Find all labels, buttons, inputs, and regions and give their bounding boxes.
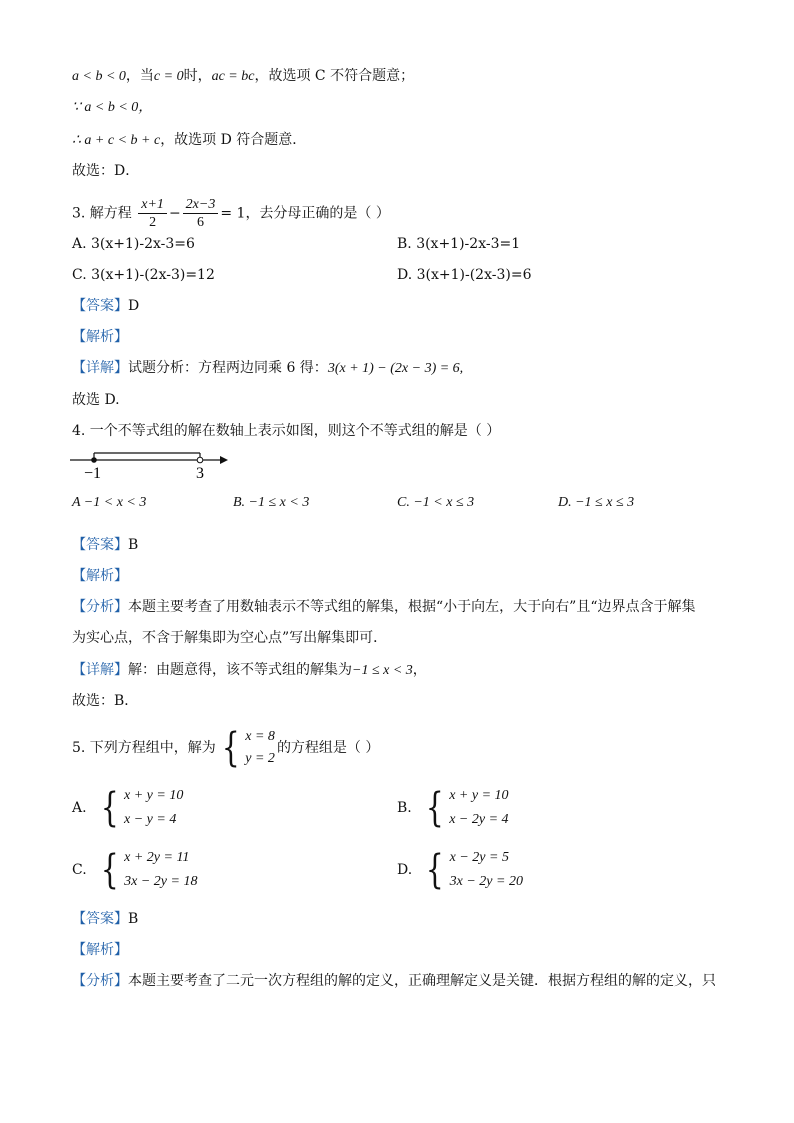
- equation: x + y = 10: [449, 788, 509, 803]
- answer-value: B: [128, 537, 139, 553]
- option-a: A. 3(x+1)-2x-3=6: [72, 236, 195, 252]
- hollow-endpoint: [197, 457, 203, 463]
- detail-text: 试题分析：方程两边同乘 6 得：: [128, 360, 328, 376]
- option-a: A −1 < x < 3: [72, 495, 147, 510]
- fenxi-text: 本题主要考查了用数轴表示不等式组的解集，根据“小于向左，大于向右”且“边界点含于解集: [128, 599, 696, 615]
- option-d: D. 3(x+1)-(2x-3)=6: [397, 267, 532, 283]
- equation: 3x − 2y = 18: [124, 874, 198, 889]
- fenxi-line: [72, 597, 695, 617]
- answer-tag: 【答案】: [72, 911, 128, 927]
- option-label: B.: [397, 800, 412, 816]
- math-expression: 3(x + 1) − (2x − 3) = 6,: [327, 361, 464, 376]
- numerator: 2x−3: [183, 196, 219, 214]
- option-c: [72, 846, 197, 894]
- detail-line: [72, 660, 427, 681]
- brace-symbol: {: [100, 785, 119, 831]
- text-line: [72, 130, 306, 151]
- option-b: [397, 784, 509, 832]
- conclusion: 故选：B．: [72, 693, 139, 709]
- option-label: C.: [72, 862, 87, 878]
- fenxi-text: 本题主要考查了二元一次方程组的解的定义，正确理解定义是关键．根据方程组的解的定义，只: [128, 973, 716, 989]
- tick-label-left: −1: [84, 465, 102, 482]
- fenxi-tag: 【分析】: [72, 599, 128, 615]
- analysis-tag: 【解析】: [72, 568, 128, 584]
- solution-system: [218, 726, 275, 770]
- option-b: B. −1 ≤ x < 3: [233, 495, 310, 510]
- equations: [124, 784, 183, 832]
- axis-arrow: [220, 456, 228, 464]
- equation: x − 2y = 4: [449, 812, 509, 827]
- question-suffix: 的方程组是（ ）: [276, 740, 380, 756]
- analysis-tag: 【解析】: [72, 942, 128, 958]
- equations: [449, 784, 508, 832]
- text-line: [72, 66, 414, 87]
- tick-label-right: 3: [196, 465, 204, 482]
- option-a: [72, 784, 183, 832]
- detail-text: 解：由题意得，该不等式组的解集为: [128, 662, 352, 678]
- equations: [124, 846, 197, 894]
- option-c: C. 3(x+1)-(2x-3)=12: [72, 267, 215, 283]
- answer-line: [72, 909, 138, 929]
- number-line: [70, 450, 240, 482]
- detail-end: ，: [412, 662, 427, 678]
- equation: x = 8: [245, 729, 275, 744]
- solid-endpoint: [91, 457, 97, 463]
- option-b: B. 3(x+1)-2x-3=1: [397, 236, 521, 252]
- text: ，故选项 D 符合题意．: [160, 132, 307, 148]
- equations: [450, 846, 523, 894]
- detail-tag: 【详解】: [72, 360, 128, 376]
- answer-tag: 【答案】: [72, 537, 128, 553]
- option-c: C. −1 < x ≤ 3: [397, 495, 475, 510]
- numerator: x+1: [138, 196, 167, 214]
- text-line: 故选：D．: [72, 163, 140, 179]
- option-d: D. −1 ≤ x ≤ 3: [558, 495, 635, 510]
- equals: = 1: [220, 205, 246, 222]
- analysis-tag: 【解析】: [72, 329, 128, 345]
- fraction: [183, 196, 219, 231]
- equation: 3x − 2y = 20: [449, 874, 523, 889]
- brace-symbol: {: [426, 847, 444, 893]
- fraction: [138, 196, 167, 231]
- equation: x + y = 10: [124, 788, 184, 803]
- answer-line: [72, 296, 139, 316]
- math-expression: c = 0: [153, 69, 184, 84]
- question-prefix: 5. 下列方程组中，解为: [72, 740, 216, 756]
- math-expression: ac = bc: [211, 69, 255, 84]
- fenxi-line-2: 为实心点，不含于解集即为空心点”写出解集即可．: [72, 630, 388, 646]
- math-expression: ∴ a + c < b + c: [72, 133, 161, 148]
- option-d: [397, 846, 523, 894]
- math-expression: a < b < 0: [72, 69, 126, 84]
- option-label: D.: [397, 862, 413, 878]
- fenxi-tag: 【分析】: [72, 973, 128, 989]
- fenxi-line: [72, 971, 716, 991]
- equation: x + 2y = 11: [124, 850, 190, 865]
- denominator: 2: [149, 215, 157, 230]
- answer-tag: 【答案】: [72, 298, 128, 314]
- equation: x − y = 4: [124, 812, 177, 827]
- question-5-stem: [72, 726, 379, 770]
- detail-line: [72, 358, 463, 379]
- equations: [245, 726, 275, 770]
- text: ，故选项 C 不符合题意；: [254, 68, 415, 84]
- option-label: A.: [72, 800, 87, 816]
- answer-value: D: [128, 298, 140, 314]
- conclusion: 故选 D.: [72, 392, 120, 408]
- brace-symbol: {: [221, 725, 240, 771]
- brace-symbol: {: [100, 847, 119, 893]
- answer-value: B: [128, 911, 139, 927]
- question-suffix: ，去分母正确的是（ ）: [245, 205, 390, 222]
- question-prefix: 3. 解方程: [72, 205, 132, 222]
- text-line: ∵ a < b < 0，: [72, 100, 153, 115]
- question-4-stem: 4. 一个不等式组的解在数轴上表示如图，则这个不等式组的解是（ ）: [72, 423, 501, 439]
- question-3-stem: [72, 196, 390, 231]
- equation: y = 2: [245, 751, 275, 766]
- math-expression: −1 ≤ x < 3: [352, 663, 413, 678]
- detail-tag: 【详解】: [72, 662, 128, 678]
- equation: x − 2y = 5: [449, 850, 509, 865]
- text: ，当: [125, 68, 154, 84]
- minus-sign: −: [168, 205, 181, 222]
- text: 时，: [183, 68, 212, 84]
- denominator: 6: [197, 215, 204, 230]
- brace-symbol: {: [425, 785, 444, 831]
- answer-line: [72, 535, 138, 555]
